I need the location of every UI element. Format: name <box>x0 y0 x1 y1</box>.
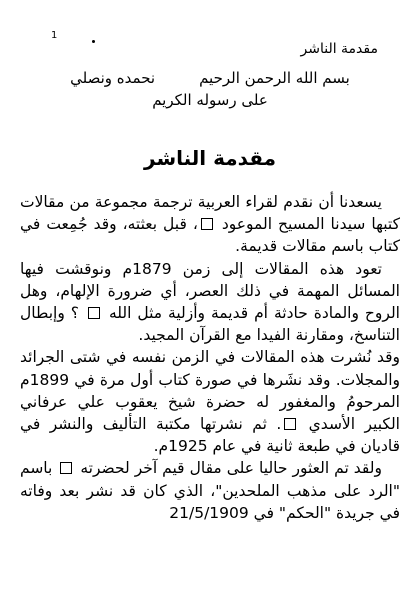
decorative-dot <box>92 40 95 43</box>
basmala-text: بسم الله الرحمن الرحيم <box>199 69 350 87</box>
paragraph-text: يسعدنا أن نقدم لقراء العربية ترجمة مجموعة من مقالات كتبها سيدنا المسيح الموعود <box>20 193 400 234</box>
body-text <box>20 191 400 524</box>
running-header: مقدمة الناشر <box>300 41 378 57</box>
page-number: 1 <box>51 30 58 41</box>
honorific-symbol-icon <box>60 462 72 474</box>
paragraph-text: . ثم نشرتها مكتبة التأليف والنشر في قاديان في طبعة ثانية في عام 1925م. <box>20 415 400 456</box>
paragraph <box>20 258 400 347</box>
paragraph <box>20 191 400 258</box>
honorific-symbol-icon <box>88 307 100 319</box>
basmala-line <box>20 67 400 89</box>
honorific-symbol-icon <box>201 218 213 230</box>
paragraph-text: ولقد تم العثور حاليا على مقال قيم آخر لحضرته <box>80 459 382 478</box>
paragraph-text: باسم "الرد على مذهب الملحدين"، الذي كان قد نشر بعد وفاته في جريدة "الحكم" في 21/5/1909 <box>20 459 400 522</box>
paragraph-text: تعود هذه المقالات إلى زمن 1879م ونوقشت فيها المسائل المهمة في ذلك العصر، أي ضرورة الإلهام، وهل الروح والمادة حادثة أم قديمة وأزلية مثل الله <box>20 259 400 323</box>
paragraph <box>20 457 400 524</box>
paragraph-text: ، قبل بعثته، وقد جُمِعت في كتاب باسم مقالات قديمة. <box>20 215 400 256</box>
honorific-symbol-icon <box>284 418 296 430</box>
praise-text: نحمده ونصلي <box>70 69 156 87</box>
page-title: مقدمة الناشر <box>144 146 276 170</box>
paragraph <box>20 346 400 457</box>
salutation-line: على رسوله الكريم <box>152 91 268 109</box>
paragraph-text: وقد نُشرت هذه المقالات في الزمن نفسه في شتى الجرائد والمجلات. وقد نشَرها في صورة كتاب أول مرة في 1899م المرحومُ والمغفور له حضرة شيخ يعقوب علي عرفاني الكبير الأسدي <box>20 348 400 434</box>
paragraph-text: ؟ وإبطال التناسخ، ومقارنة الفيدا مع القرآن المجيد. <box>20 304 400 345</box>
